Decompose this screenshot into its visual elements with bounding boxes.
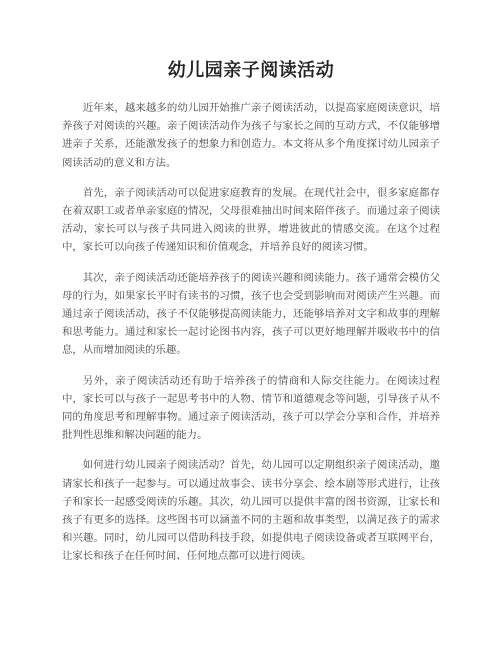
- paragraph-reading-interest: 其次，亲子阅读活动还能培养孩子的阅读兴趣和阅读能力。孩子通常会模仿父母的行为，如果家长平时有读书的习惯，孩子也会受到影响而对阅读产生兴趣。而通过亲子阅读活动，孩子不仅能够提高阅读能力，还能够培养对文字和故事的理解和思考能力。通过和家长一起讨论图书内容，孩子可以更好地理解并吸收书中的信息，从而增加阅读的乐趣。: [62, 271, 440, 357]
- document-title: 幼儿园亲子阅读活动: [167, 60, 335, 81]
- paragraph-how-to: 如何进行幼儿园亲子阅读活动？首先，幼儿园可以定期组织亲子阅读活动，邀请家长和孩子一起参与。可以通过故事会、读书分享会、绘本剧等形式进行，让孩子和家长一起感受阅读的乐趣。其次，幼儿园可以提供丰富的图书资源，让家长和孩子有更多的选择。这些图书可以涵盖不同的主题和故事类型，以满足孩子的需求和兴趣。同时，幼儿园可以借助科技手段，如提供电子阅读设备或者互联网平台，让家长和孩子在任何时间、任何地点都可以进行阅读。: [62, 459, 440, 563]
- document-body: [62, 99, 440, 578]
- paragraph-family-education: 首先，亲子阅读活动可以促进家庭教育的发展。在现代社会中，很多家庭都存在着双职工或者单亲家庭的情况，父母很难抽出时间来陪伴孩子。而通过亲子阅读活动，家长可以与孩子共同进入阅读的世界，增进彼此的情感交流。在这个过程中，家长可以向孩子传递知识和价值观念，并培养良好的阅读习惯。: [62, 186, 440, 254]
- paragraph-intro: 近年来，越来越多的幼儿园开始推广亲子阅读活动，以提高家庭阅读意识，培养孩子对阅读的兴趣。亲子阅读活动作为孩子与家长之间的互动方式，不仅能够增进亲子关系，还能激发孩子的想象力和创造力。本文将从多个角度探讨幼儿园亲子阅读活动的意义和方法。: [62, 102, 440, 169]
- paragraph-emotional-intelligence: 另外，亲子阅读活动还有助于培养孩子的情商和人际交往能力。在阅读过程中，家长可以与孩子一起思考书中的人物、情节和道德观念等问题，引导孩子从不同的角度思考和理解事物。通过亲子阅读活动，孩子可以学会分享和合作，并培养批判性思维和解决问题的能力。: [62, 374, 440, 442]
